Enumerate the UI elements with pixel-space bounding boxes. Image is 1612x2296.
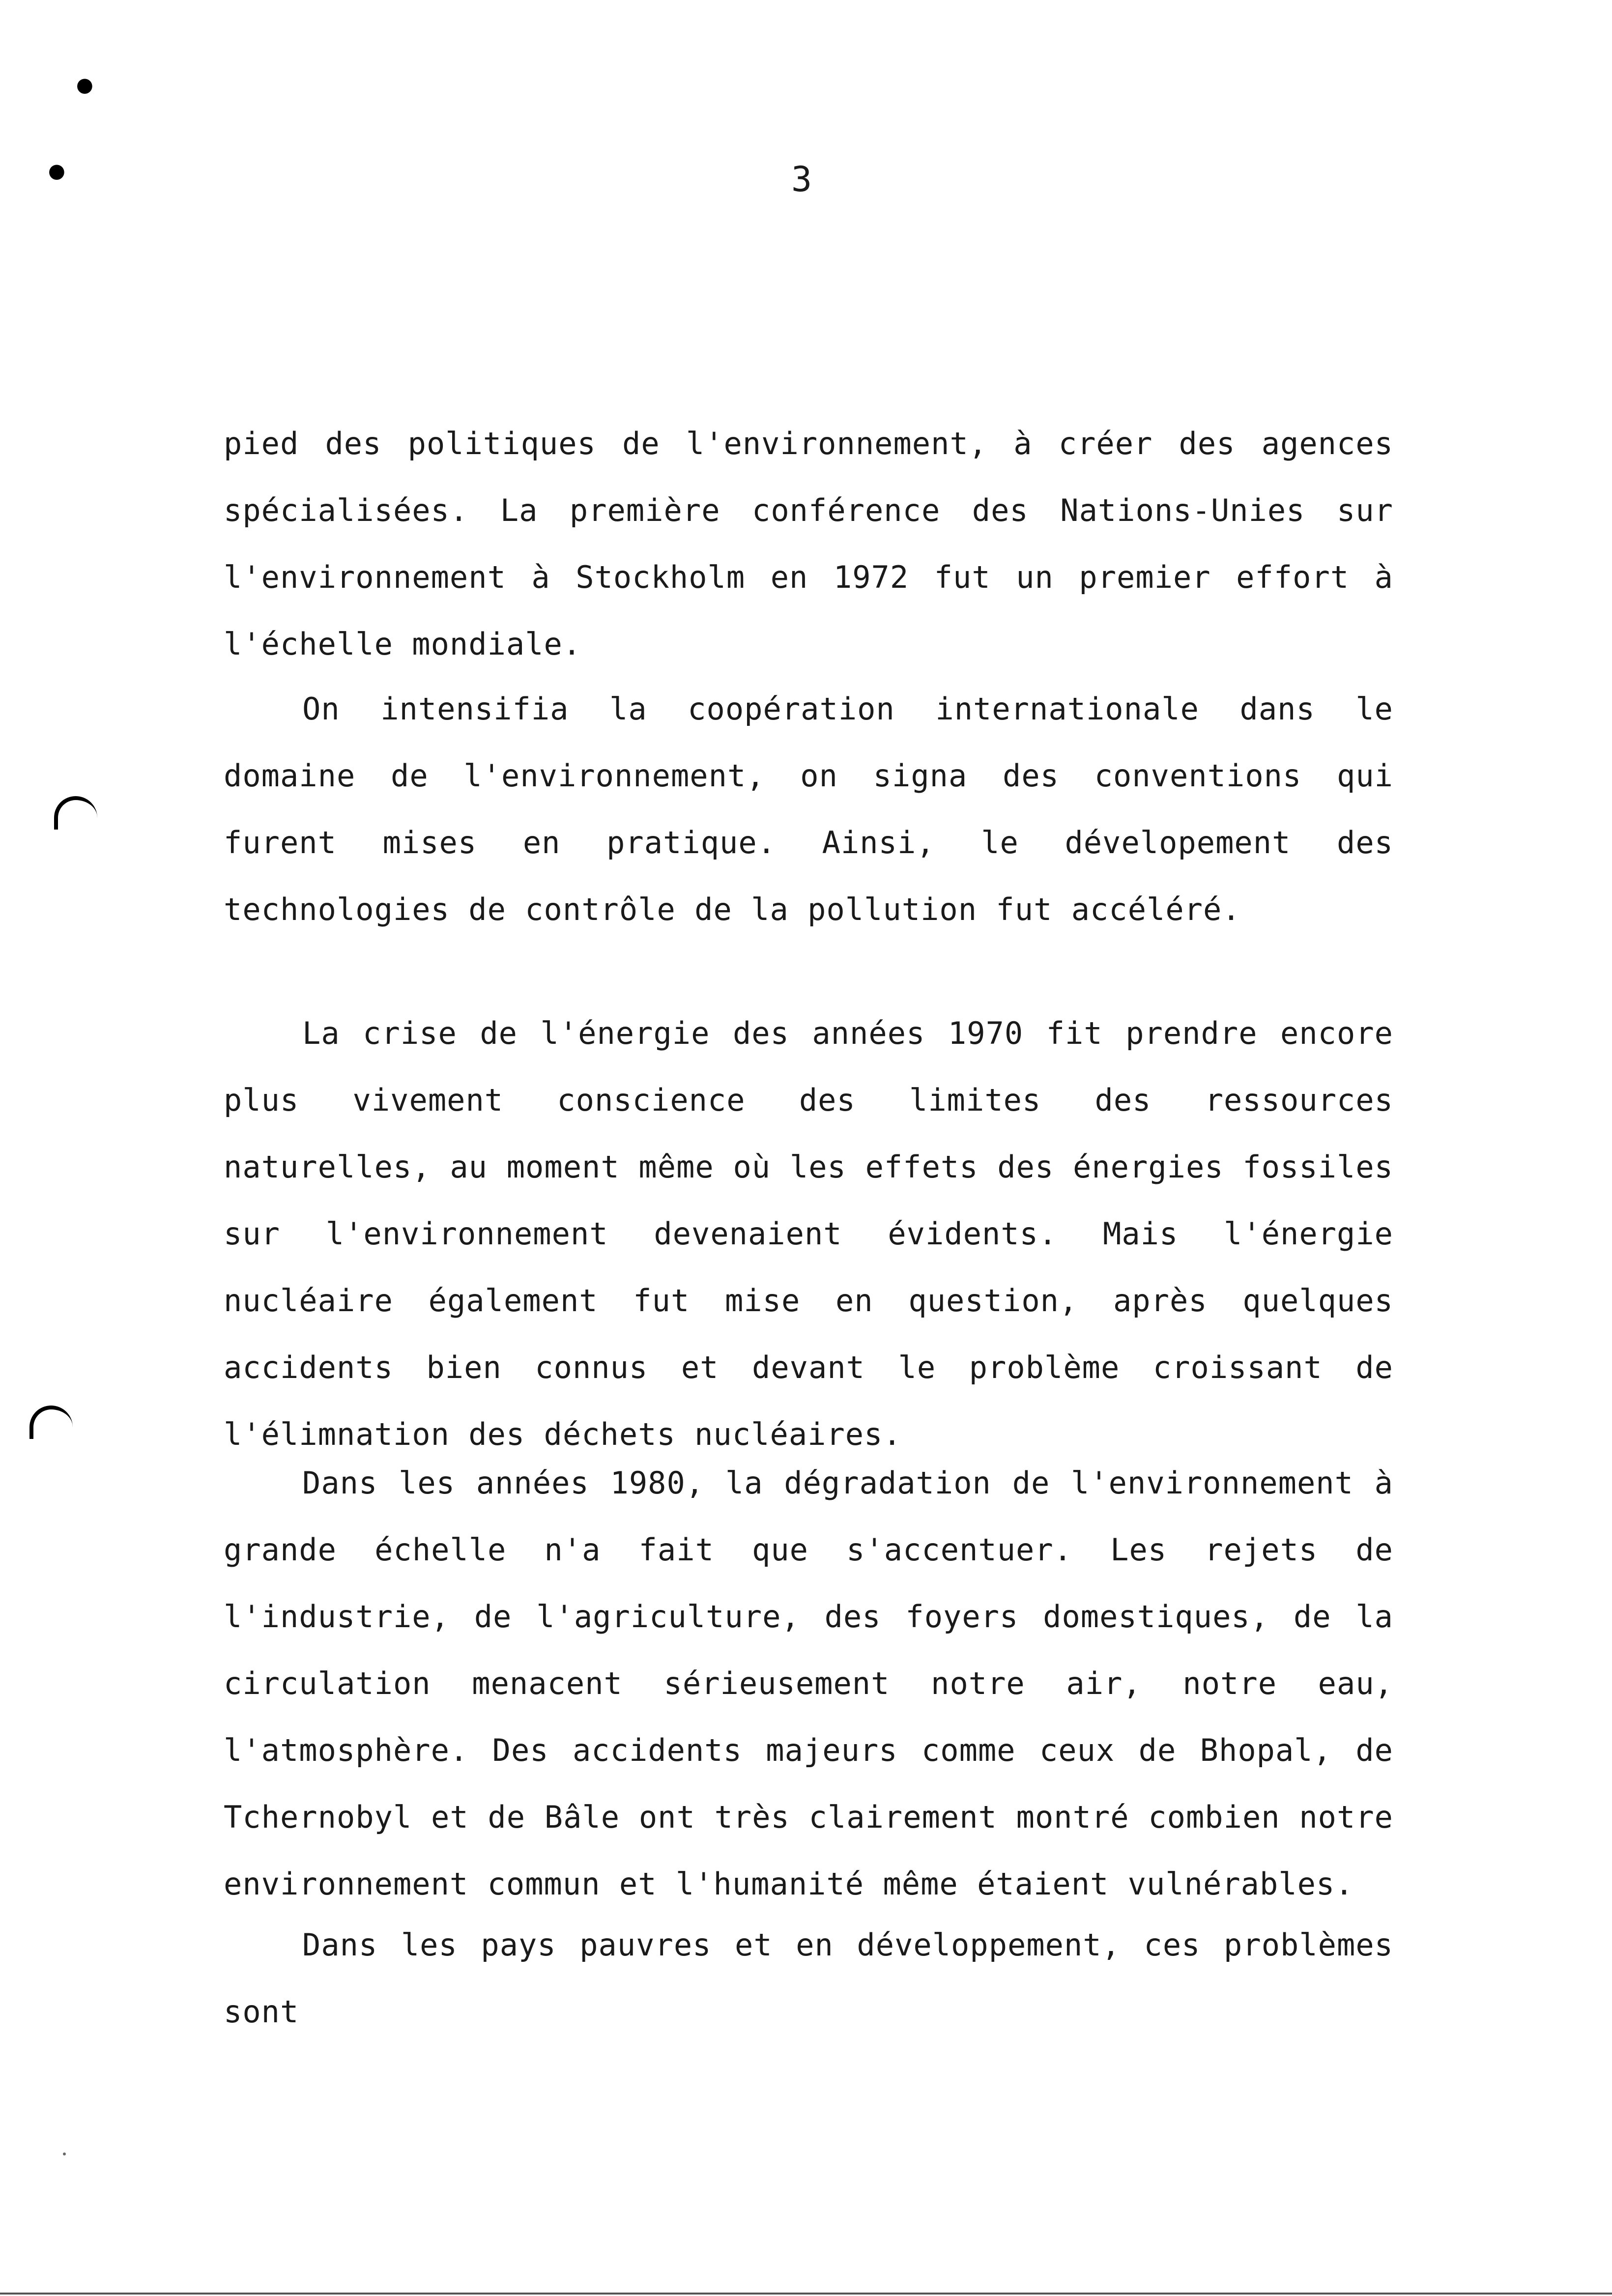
bottom-edge-rule (0, 2293, 1612, 2295)
margin-mark-dot: ● (76, 74, 93, 96)
paragraph-2 (224, 676, 1393, 943)
paragraph-text: pied des politiques de l'environnement, à créer des agences spécialisées. La première conférence des Nations-Unies sur l'environnement à Stockholm en 1972 fut un premier effort à l'échelle mondiale. (224, 426, 1393, 662)
margin-mark-dot: ● (48, 160, 65, 182)
paragraph-3 (224, 1000, 1393, 1468)
margin-binding-mark (54, 796, 97, 830)
paragraph-4 (224, 1450, 1393, 1918)
page-number: 3 (791, 159, 812, 200)
paragraph-text: On intensifia la coopération internationale dans le domaine de l'environnement, on signa des conventions qui furent mises en pratique. Ainsi, le dévelopement des technologies de contrôle de la pollution fut accéléré. (224, 691, 1393, 927)
paragraph-text: Dans les années 1980, la dégradation de l'environnement à grande échelle n'a fait que s'accentuer. Les rejets de l'industrie, de l'agriculture, des foyers domestiques, de la circulation menacent sérieusement notre air, notre eau, l'atmosphère. Des accidents majeurs comme ceux de Bhopal, de Tchernobyl et de Bâle ont très clairement montré combien notre environnement commun et l'humanité même étaient vulnérables. (224, 1465, 1393, 1902)
speck (63, 2152, 66, 2155)
paragraph-text: La crise de l'énergie des années 1970 fit prendre encore plus vivement conscience des limites des ressources naturelles, au moment même où les effets des énergies fossiles sur l'environnement devenaient évidents. Mais l'énergie nucléaire également fut mise en question, après quelques accidents bien connus et devant le problème croissant de l'élimnation des déchets nucléaires. (224, 1015, 1393, 1452)
paragraph-5 (224, 1912, 1393, 2045)
paragraph-text: Dans les pays pauvres et en développement, ces problèmes sont (224, 1927, 1393, 2030)
paragraph-1 (224, 410, 1393, 678)
margin-binding-mark (29, 1406, 73, 1439)
